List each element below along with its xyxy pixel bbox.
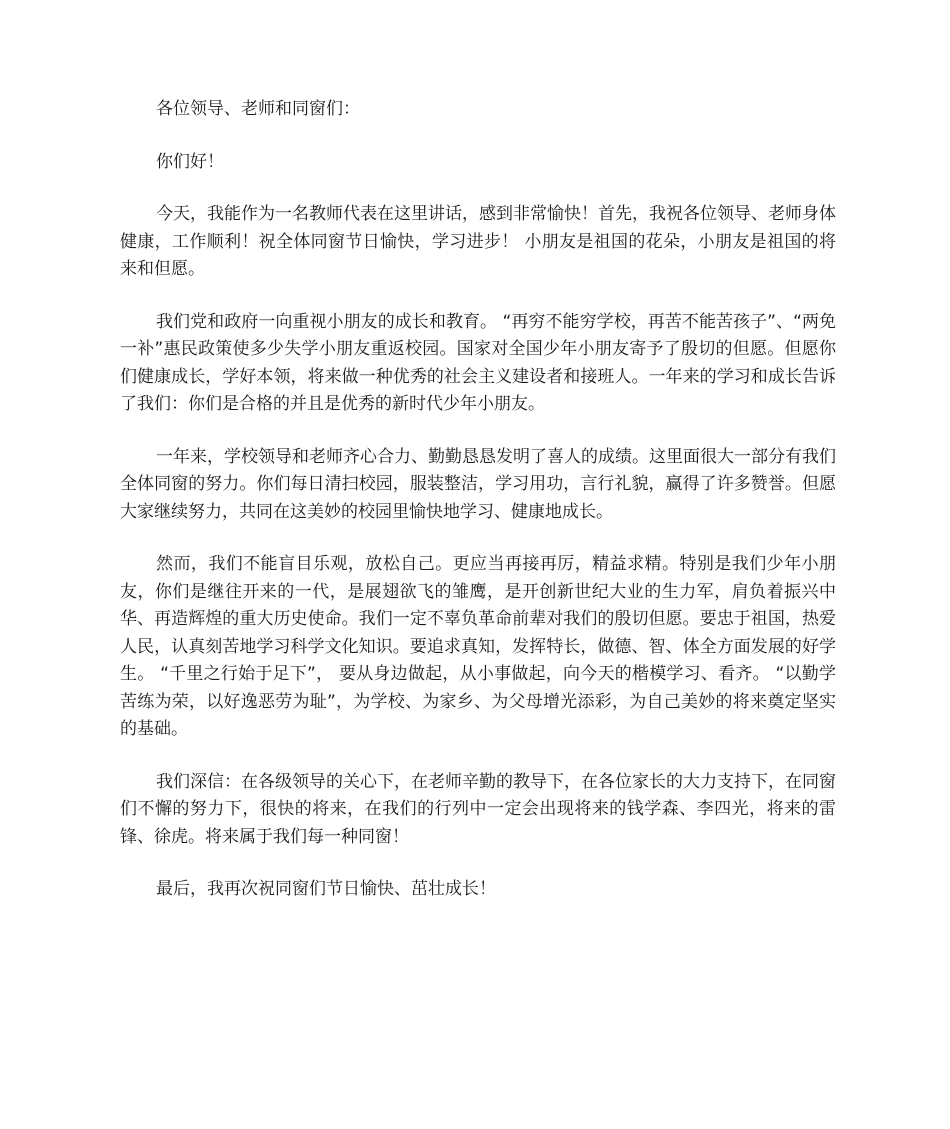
paragraph-achievements: 一年来，学校领导和老师齐心合力、勤勤恳恳发明了喜人的成绩。这里面很大一部分有我们全体同窗的努力。你们每日清扫校园，服装整洁，学习用功，言行礼貌，赢得了许多赞誉。但愿大家继续努力，共同在这美妙的校园里愉快地学习、健康地成长。 xyxy=(120,446,836,522)
document-body xyxy=(120,96,836,929)
salutation: 各位领导、老师和同窗们： xyxy=(156,99,360,119)
greeting: 你们好！ xyxy=(156,151,224,172)
paragraph-intro: 今天，我能作为一名教师代表在这里讲话，感到非常愉快！首先，我祝各位领导、老师身体健康，工作顺利！祝全体同窗节日愉快，学习进步！ 小朋友是祖国的花朵，小朋友是祖国的将来和但愿。 xyxy=(120,204,836,279)
paragraph-closing: 最后，我再次祝同窗们节日愉快、茁壮成长！ xyxy=(156,879,496,899)
paragraph-belief: 我们深信：在各级领导的关心下，在老师辛勤的教导下，在各位家长的大力支持下，在同窗们不懈的努力下，很快的将来，在我们的行列中一定会出现将来的钱学森、李四光，将来的雷锋、徐虎。将来属于我们每一种同窗！ xyxy=(120,771,836,847)
paragraph-exhortation: 然而，我们不能盲目乐观，放松自己。更应当再接再厉，精益求精。特别是我们少年小朋友，你们是继往开来的一代，是展翅欲飞的雏鹰，是开创新世纪大业的生力军，肩负着振兴中华、再造辉煌的重大历史使命。我们一定不辜负革命前辈对我们的殷切但愿。要忠于祖国，热爱人民，认真刻苦地学习科学文化知识。要追求真知，发挥特长，做德、智、体全方面发展的好学生。 “千里之行始于足下”， 要从身边做起，从小事做起，向今天的楷模学习、看齐。 “以勤学苦练为荣，以好逸恶劳为耻”，为学校、为家乡、为父母增光添彩，为自己美妙的将来奠定坚实的基础。 xyxy=(120,554,836,739)
paragraph-policy: 我们党和政府一向重视小朋友的成长和教育。 “再穷不能穷学校，再苦不能苦孩子”、“两免一补”惠民政策使多少失学小朋友重返校园。国家对全国少年小朋友寄予了殷切的但愿。但愿你们健康成长，学好本领，将来做一种优秀的社会主义建设者和接班人。一年来的学习和成长告诉了我们：你们是合格的并且是优秀的新时代少年小朋友。 xyxy=(120,311,836,414)
